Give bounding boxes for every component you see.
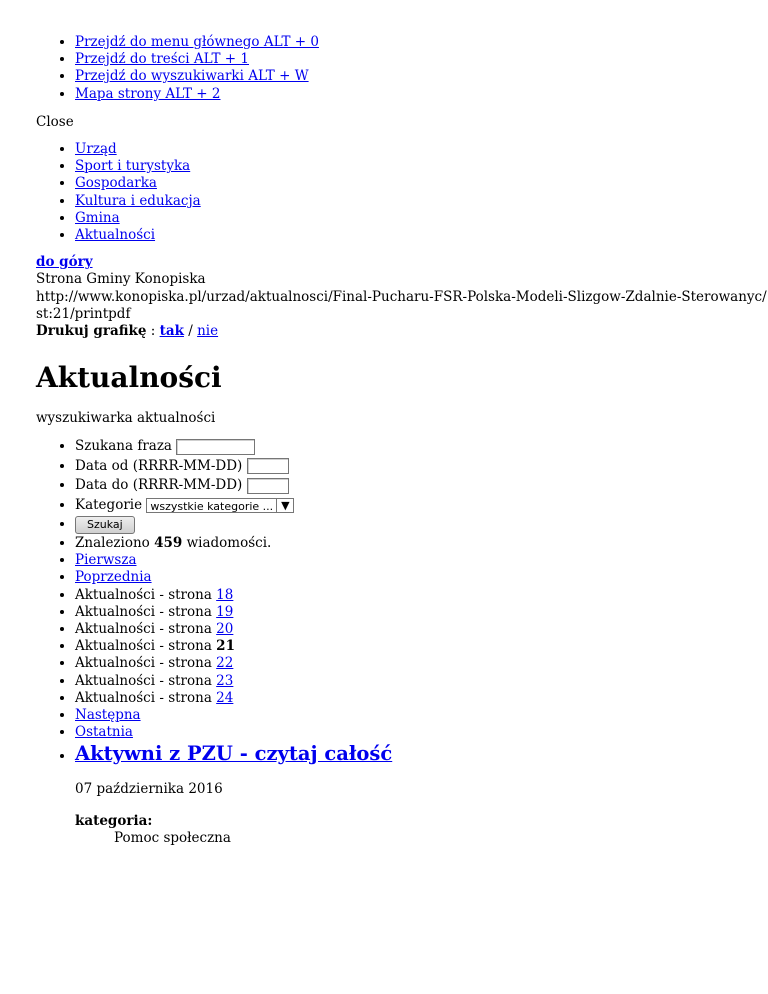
page-url: http://www.konopiska.pl/urzad/aktualnosci/Final-Pucharu-FSR-Polska-Modeli-Slizgow-Zdalnie-Sterowanyc/ xyxy=(36,288,767,305)
results-suffix: wiadomości. xyxy=(182,534,272,551)
category-row xyxy=(75,496,768,516)
category-select[interactable] xyxy=(146,498,294,513)
pagination-first-link[interactable]: Pierwsza xyxy=(75,552,137,569)
date-from-row xyxy=(75,457,768,477)
pagination-page-prefix: Aktualności - strona xyxy=(75,689,217,706)
skip-link-sitemap[interactable]: Mapa strony ALT + 2 xyxy=(75,85,221,102)
results-count: 459 xyxy=(154,534,183,551)
print-graphics-no-link[interactable]: nie xyxy=(197,323,219,340)
print-graphics-slash: / xyxy=(183,323,198,340)
page-title: Aktualności xyxy=(36,361,222,395)
pagination-page-link[interactable]: 22 xyxy=(216,655,234,672)
menu-item-kultura[interactable]: Kultura i edukacja xyxy=(75,192,201,209)
date-from-label: Data od (RRRR-MM-DD) xyxy=(75,457,243,474)
search-form xyxy=(36,437,768,535)
page-url-cont: st:21/printpdf xyxy=(36,305,131,322)
skip-link-item xyxy=(75,68,768,85)
skip-links xyxy=(36,34,768,103)
pagination-current-page: 21 xyxy=(216,638,235,655)
dropdown-arrow-icon: ▼ xyxy=(276,499,293,512)
skip-link-search[interactable]: Przejdź do wyszukiwarki ALT + W xyxy=(75,68,309,85)
menu-item xyxy=(75,193,768,210)
pagination-last-link[interactable]: Ostatnia xyxy=(75,724,133,741)
category-label: Kategorie xyxy=(75,496,143,513)
menu-item-sport[interactable]: Sport i turystyka xyxy=(75,158,191,175)
pagination-page-link[interactable]: 20 xyxy=(216,620,234,637)
search-title: wyszukiwarka aktualności xyxy=(36,410,216,427)
pagination-page-prefix: Aktualności - strona xyxy=(75,672,217,689)
date-from-input[interactable] xyxy=(247,458,289,474)
results-prefix: Znaleziono xyxy=(75,534,155,551)
date-to-row xyxy=(75,476,768,496)
article-date: 07 października 2016 xyxy=(75,781,223,798)
site-name: Strona Gminy Konopiska xyxy=(36,271,206,288)
menu-item xyxy=(75,175,768,192)
article-category-label: kategoria: xyxy=(75,812,153,829)
pagination-item xyxy=(75,604,768,621)
pagination-page-link[interactable]: 24 xyxy=(216,689,234,706)
pagination-page-link[interactable]: 23 xyxy=(216,672,234,689)
article-list xyxy=(36,741,768,847)
menu-item-aktualnosci[interactable]: Aktualności xyxy=(75,227,156,244)
search-phrase-label: Szukana fraza xyxy=(75,438,172,455)
close-label[interactable]: Close xyxy=(36,113,74,130)
menu-item-urzad[interactable]: Urząd xyxy=(75,141,117,158)
pagination-item xyxy=(75,587,768,604)
print-graphics-label: Drukuj grafikę xyxy=(36,323,147,340)
skip-link-main-menu[interactable]: Przejdź do menu głównego ALT + 0 xyxy=(75,34,319,50)
article-title xyxy=(75,741,768,767)
print-graphics-sep: : xyxy=(146,323,160,340)
pagination-item xyxy=(75,690,768,707)
top-link[interactable]: do góry xyxy=(36,254,93,271)
pagination-page-link[interactable]: 18 xyxy=(216,586,234,603)
article-category-value: Pomoc społeczna xyxy=(114,829,231,846)
pagination-page-prefix: Aktualności - strona xyxy=(75,586,217,603)
article-title-link[interactable]: Aktywni z PZU - czytaj całość xyxy=(75,742,393,766)
results-summary-item xyxy=(75,535,768,552)
menu-item xyxy=(75,158,768,175)
search-phrase-input[interactable] xyxy=(176,439,255,455)
search-phrase-row xyxy=(75,437,768,457)
results-summary xyxy=(36,535,768,552)
skip-link-item xyxy=(75,86,768,103)
pagination-item xyxy=(75,673,768,690)
print-graphics-row xyxy=(36,323,768,340)
pagination-page-prefix: Aktualności - strona xyxy=(75,638,217,655)
pagination-page-prefix: Aktualności - strona xyxy=(75,620,217,637)
pagination-item xyxy=(75,638,768,655)
print-graphics-yes-link[interactable]: tak xyxy=(159,323,184,340)
date-to-input[interactable] xyxy=(247,478,289,494)
skip-link-item xyxy=(75,34,768,51)
pagination-page-prefix: Aktualności - strona xyxy=(75,655,217,672)
menu-item-gospodarka[interactable]: Gospodarka xyxy=(75,175,157,192)
skip-link-content[interactable]: Przejdź do treści ALT + 1 xyxy=(75,51,249,68)
menu-item-gmina[interactable]: Gmina xyxy=(75,209,120,226)
main-menu xyxy=(36,141,768,244)
skip-link-item xyxy=(75,51,768,68)
date-to-label: Data do (RRRR-MM-DD) xyxy=(75,477,243,494)
submit-row xyxy=(75,515,768,535)
pagination-prev-link[interactable]: Poprzednia xyxy=(75,569,152,586)
pagination-next-link[interactable]: Następna xyxy=(75,706,141,723)
pagination-item xyxy=(75,552,768,569)
menu-item xyxy=(75,210,768,227)
pagination-page-prefix: Aktualności - strona xyxy=(75,603,217,620)
menu-item xyxy=(75,227,768,244)
pagination-item xyxy=(75,724,768,741)
search-submit-button[interactable]: Szukaj xyxy=(75,516,135,534)
category-selected-value: wszystkie kategorie ... xyxy=(150,499,274,513)
pagination-item xyxy=(75,655,768,672)
pagination xyxy=(36,552,768,741)
print-header xyxy=(36,254,768,340)
list-item xyxy=(75,741,768,847)
pagination-page-link[interactable]: 19 xyxy=(216,603,234,620)
pagination-item xyxy=(75,621,768,638)
menu-item xyxy=(75,141,768,158)
pagination-item xyxy=(75,707,768,724)
pagination-item xyxy=(75,569,768,586)
